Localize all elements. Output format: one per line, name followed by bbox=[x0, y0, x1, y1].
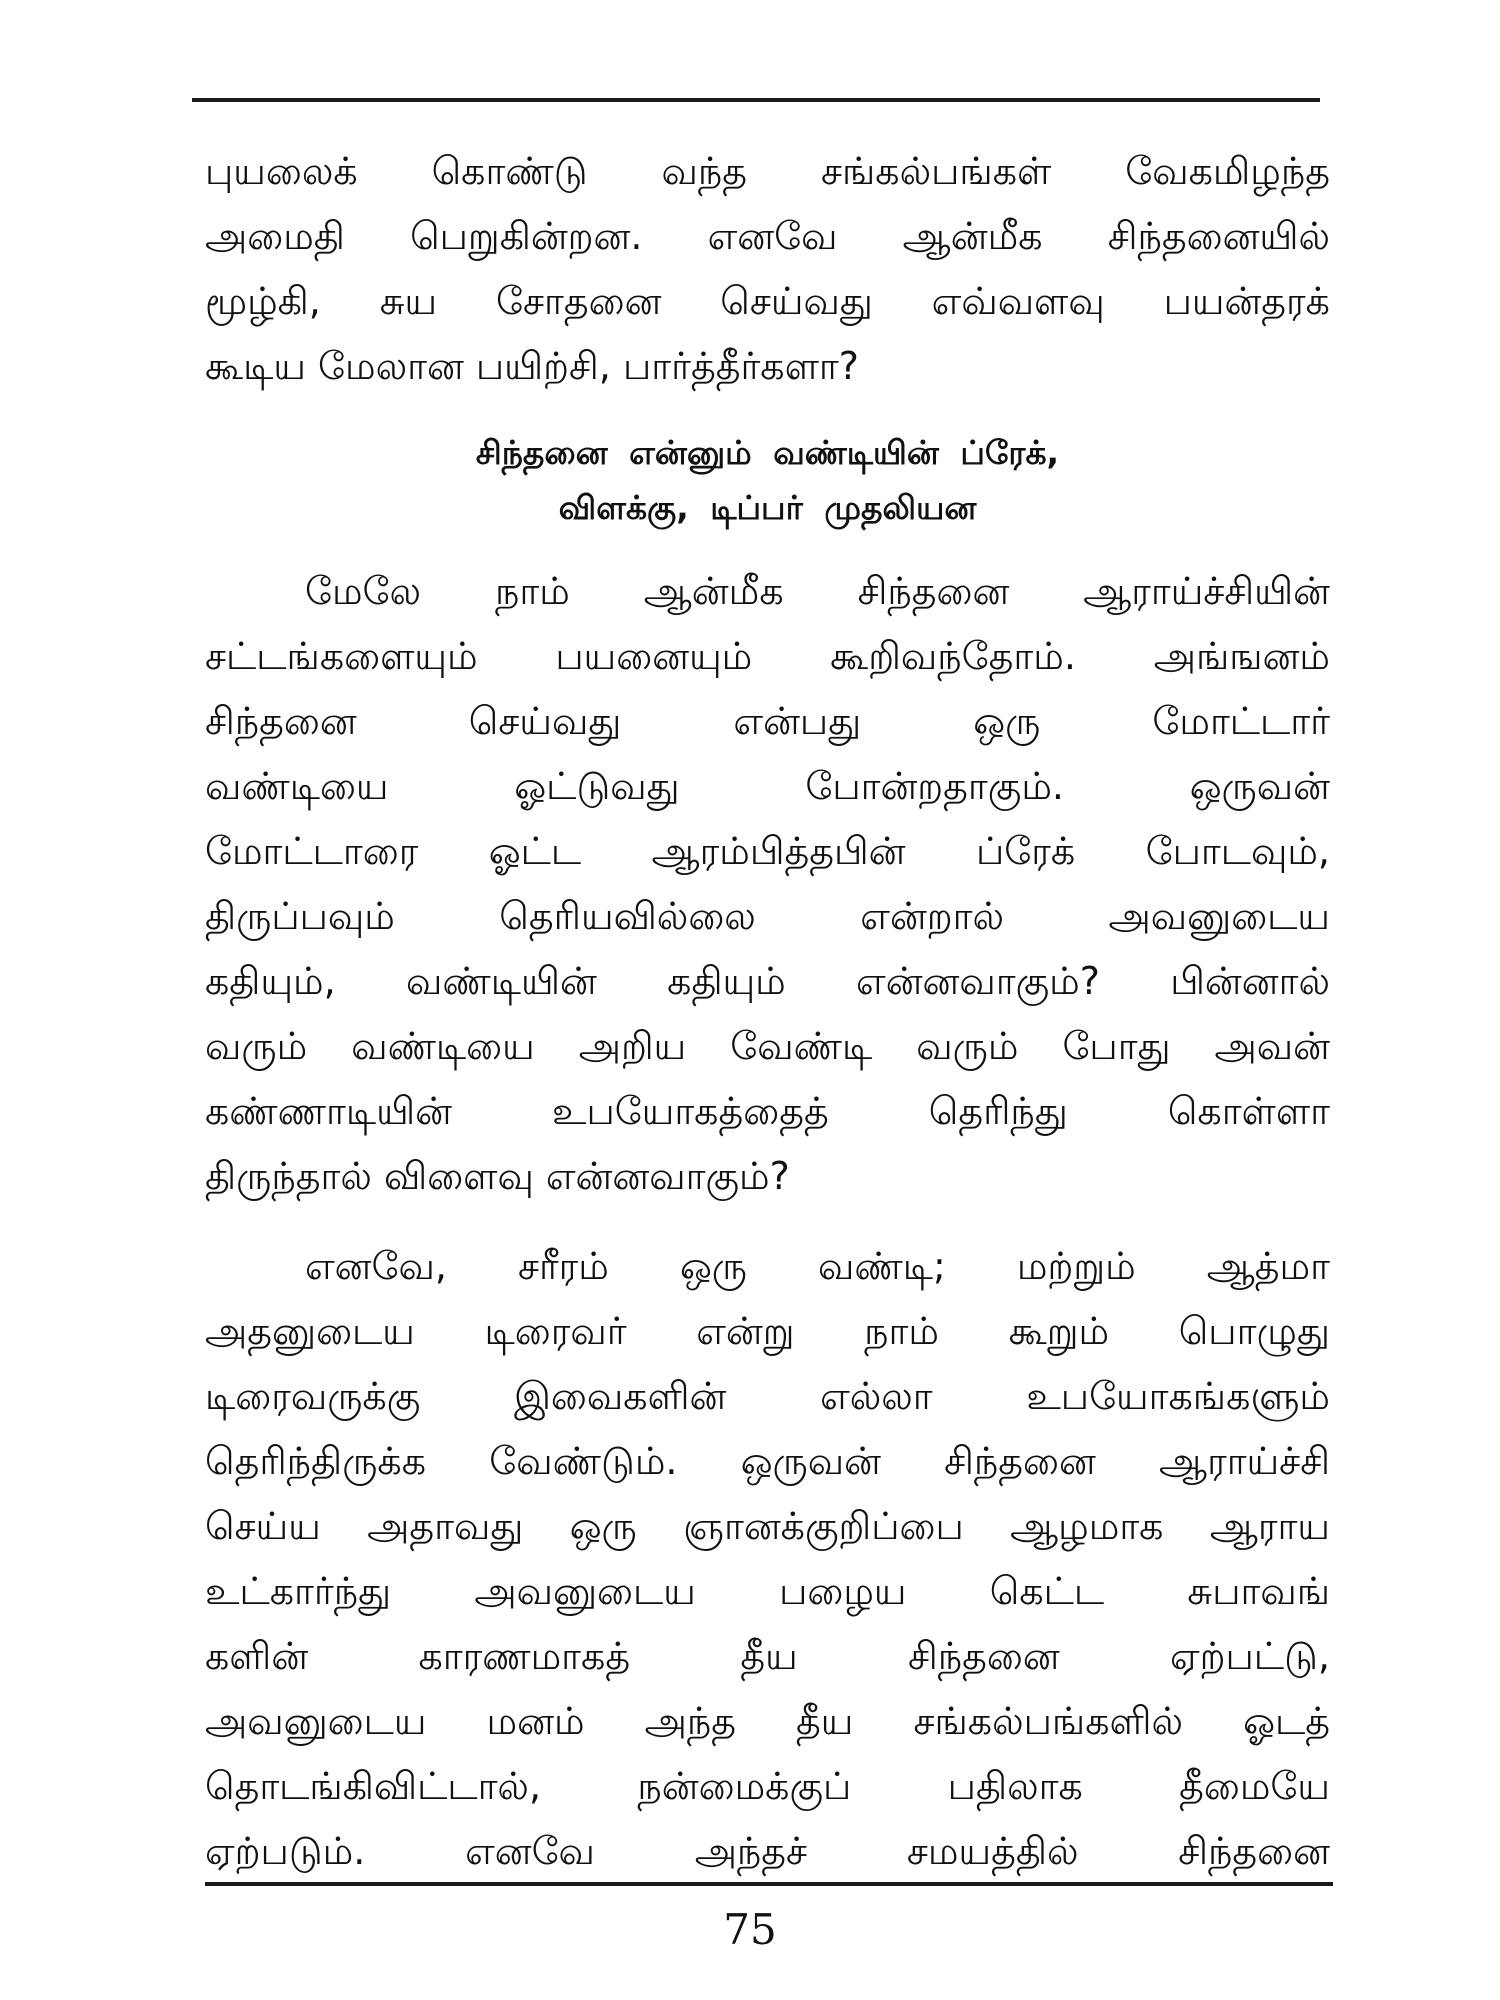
carryover-line: மூழ்கி, சுய சோதனை செய்வது எவ்வளவு பயன்தரக் bbox=[205, 279, 1330, 323]
paragraph-1-line: கண்ணாடியின் உபயோகத்தைத் தெரிந்து கொள்ளா bbox=[205, 1089, 1330, 1133]
paragraph-2-line: அதனுடைய டிரைவர் என்று நாம் கூறும் பொழுது bbox=[205, 1309, 1330, 1353]
top-rule bbox=[192, 98, 1320, 102]
paragraph-1-line: மோட்டாரை ஓட்ட ஆரம்பித்தபின் ப்ரேக் போடவும், bbox=[205, 829, 1330, 873]
paragraph-1-line: சிந்தனை செய்வது என்பது ஒரு மோட்டார் bbox=[205, 699, 1330, 743]
carryover-line: புயலைக் கொண்டு வந்த சங்கல்பங்கள் வேகமிழந்த bbox=[205, 149, 1330, 193]
carryover-line: அமைதி பெறுகின்றன. எனவே ஆன்மீக சிந்தனையில் bbox=[205, 214, 1330, 258]
paragraph-2-line: களின் காரணமாகத் தீய சிந்தனை ஏற்பட்டு, bbox=[205, 1634, 1330, 1678]
paragraph-2-line: ஏற்படும். எனவே அந்தச் சமயத்தில் சிந்தனை bbox=[205, 1829, 1330, 1873]
paragraph-2-line: அவனுடைய மனம் அந்த தீய சங்கல்பங்களில் ஓடத் bbox=[205, 1699, 1330, 1743]
paragraph-1-line: சட்டங்களையும் பயனையும் கூறிவந்தோம். அங்ஙனம் bbox=[205, 634, 1330, 678]
paragraph-1-line: திருப்பவும் தெரியவில்லை என்றால் அவனுடைய bbox=[205, 894, 1330, 938]
paragraph-1-line: வண்டியை ஓட்டுவது போன்றதாகும். ஒருவன் bbox=[205, 764, 1330, 808]
paragraph-1-line: திருந்தால் விளைவு என்னவாகும்? bbox=[205, 1154, 790, 1198]
paragraph-2-line: தொடங்கிவிட்டால், நன்மைக்குப் பதிலாக தீமையே bbox=[205, 1764, 1330, 1808]
paragraph-2-line: தெரிந்திருக்க வேண்டும். ஒருவன் சிந்தனை ஆராய்ச்சி bbox=[205, 1439, 1330, 1483]
section-heading-line: விளக்கு, டிப்பர் முதலியன bbox=[558, 488, 977, 527]
paragraph-1-line: வரும் வண்டியை அறிய வேண்டி வரும் போது அவன் bbox=[205, 1024, 1330, 1068]
paragraph-2-line: உட்கார்ந்து அவனுடைய பழைய கெட்ட சுபாவங் bbox=[205, 1569, 1330, 1613]
paragraph-2-line: எனவே, சரீரம் ஒரு வண்டி; மற்றும் ஆத்மா bbox=[305, 1244, 1330, 1288]
paragraph-1-line: மேலே நாம் ஆன்மீக சிந்தனை ஆராய்ச்சியின் bbox=[305, 569, 1330, 613]
bottom-rule bbox=[205, 1882, 1333, 1886]
paragraph-1-line: கதியும், வண்டியின் கதியும் என்னவாகும்? பின்னால் bbox=[205, 959, 1330, 1003]
page-number: 75 bbox=[723, 1905, 777, 1954]
paragraph-2-line: டிரைவருக்கு இவைகளின் எல்லா உபயோகங்களும் bbox=[205, 1374, 1330, 1418]
carryover-line: கூடிய மேலான பயிற்சி, பார்த்தீர்களா? bbox=[205, 344, 859, 388]
paragraph-2-line: செய்ய அதாவது ஒரு ஞானக்குறிப்பை ஆழமாக ஆராய bbox=[205, 1504, 1330, 1548]
section-heading-line: சிந்தனை என்னும் வண்டியின் ப்ரேக், bbox=[475, 433, 1060, 472]
